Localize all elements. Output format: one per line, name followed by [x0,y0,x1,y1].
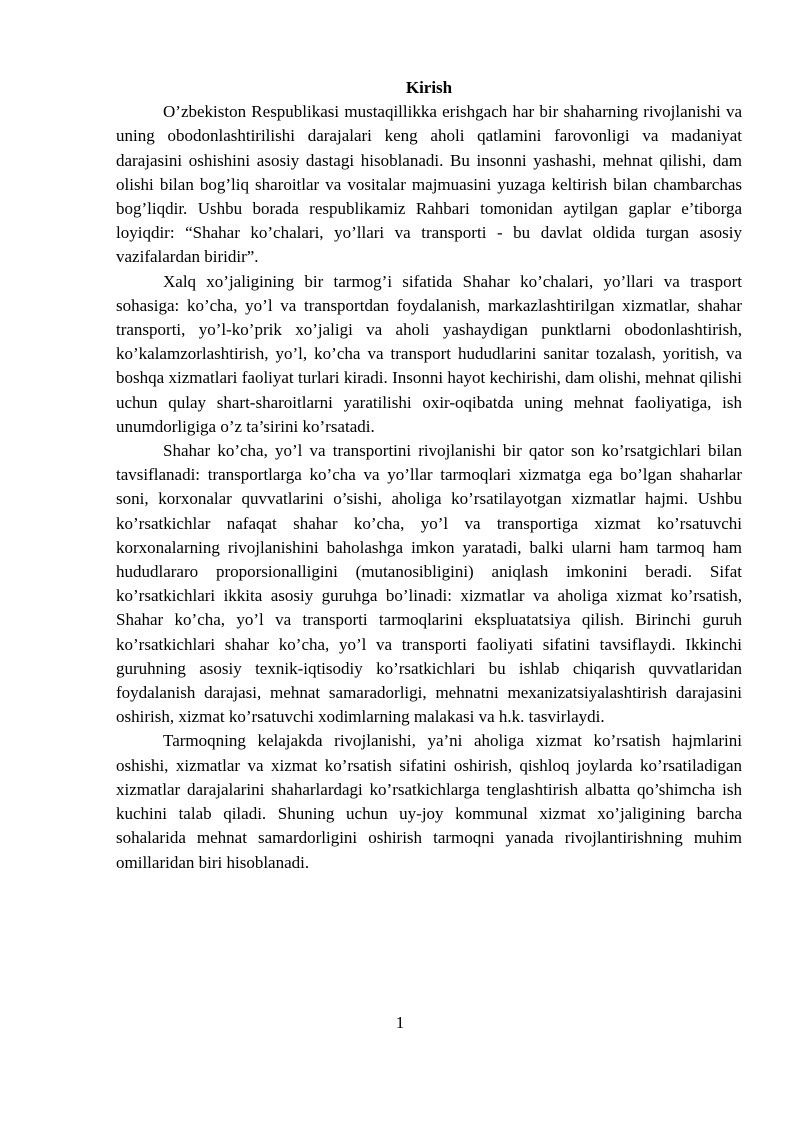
page-title: Kirish [405,78,453,97]
paragraph-4: Tarmoqning kelajakda rivojlanishi, ya’ni aholiga xizmat ko’rsatish hajmlarini oshishi, xizmatlar va xizmat ko’rsatish sifatini oshirish, qishloq joylarda ko’rsatiladigan xizmatlar darajalarini shaharlardagi ko’rsatkichlarga tenglashtirish albatta qo’shimcha ish kuchini talab qiladi. Shuning uchun uy-joy kommunal xizmat xo’jaligining barcha sohalarida mehnat samardorligini oshirish tarmoqni yanada rivojlantirishning muhim omillaridan biri hisoblanadi. [116,731,742,872]
paragraph-2: Xalq xo’jaligining bir tarmog’i sifatida Shahar ko’chalari, yo’llari va trasport sohasiga: ko’cha, yo’l va transportdan foydalanish, markazlashtirilgan xizmatlar, shahar transporti, yo’l-ko’prik xo’jaligi va aholi yashaydigan punktlarni obodonlashtirish, ko’kalamzorlashtirish, yo’l, ko’cha va transport hududlarini sanitar tozalash, yoritish, va boshqa xizmatlari faoliyat turlari kiradi. Insonni hayot kechirishi, dam olishi, mehnat qilishi uchun qulay shart-sharoitlarni yaratilishi oxir-oqibatda uning mehnat faoliyatiga, ish unumdorligiga o’z ta’sirini ko’rsatadi. [116,271,742,436]
page-number: 1 [395,1013,405,1032]
document-page [116,76,742,875]
paragraph-1: O’zbekiston Respublikasi mustaqillikka erishgach har bir shaharning rivojlanishi va uning obodonlashtirilishi darajalari keng aholi qatlamini farovonligi va madaniyat darajasini oshishini asosiy dastagi hisoblanadi. Bu insonni yashashi, mehnat qilishi, dam olishi bilan bog’liq sharoitlar va vositalar majmuasini yuzaga keltirish bilan chambarchas bog’liqdir. Ushbu borada respublikamiz Rahbari tomonidan aytilgan gaplar e’tiborga loyiqdir: “Shahar ko’chalari, yo’llari va transporti - bu davlat oldida turgan asosiy vazifalardan biridir”. [116,102,742,267]
paragraph-3: Shahar ko’cha, yo’l va transportini rivojlanishi bir qator son ko’rsatgichlari bilan tavsiflanadi: transportlarga ko’cha va yo’llar tarmoqlari xizmatga ega bo’lgan shaharlar soni, korxonalar quvvatlarini o’sishi, aholiga ko’rsatilayotgan xizmatlar hajmi. Ushbu ko’rsatkichlar nafaqat shahar ko’cha, yo’l va transportiga xizmat ko’rsatuvchi korxonalarning rivojlanishini baholashga imkon yaratadi, balki ularni ham tarmoq ham hududlararo proporsionalligini (mutanosibligini) aniqlash imkonini beradi. Sifat ko’rsatkichlari ikkita asosiy guruhga bo’linadi: xizmatlar va aholiga xizmat ko’rsatish, Shahar ko’cha, yo’l va transporti tarmoqlarini ekspluatatsiya qilish. Birinchi guruh ko’rsatkichlari shahar ko’cha, yo’l va transporti faoliyati sifatini tavsiflaydi. Ikkinchi guruhning asosiy texnik-iqtisodiy ko’rsatkichlari bu ishlab chiqarish quvvatlaridan foydalanish darajasi, mehnat samaradorligi, mehnatni mexanizatsiyalashtirish darajasini oshirish, xizmat ko’rsatuvchi xodimlarning malakasi va h.k. tasvirlaydi. [116,441,742,727]
